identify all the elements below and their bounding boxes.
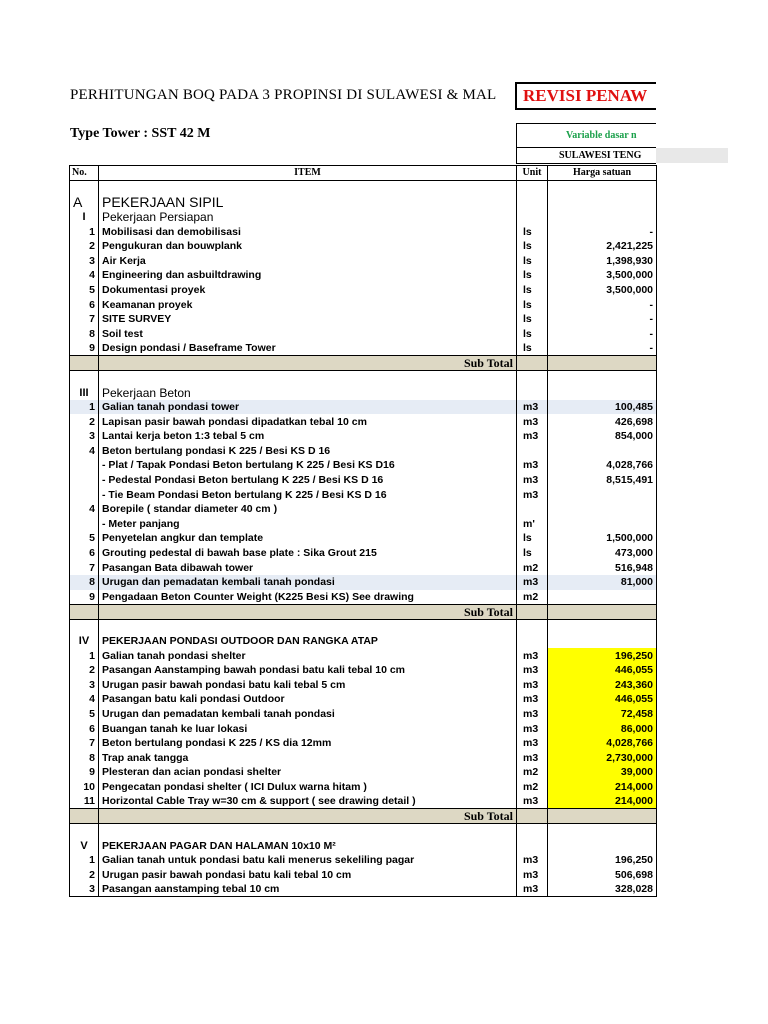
boq-table	[69, 165, 657, 897]
col-header-unit: Unit	[517, 166, 548, 181]
row-number: 4	[70, 502, 99, 517]
row-number: 2	[70, 239, 99, 254]
table-row	[70, 341, 657, 356]
table-row	[70, 429, 657, 444]
row-unit: ls	[517, 224, 548, 239]
table-row	[70, 707, 657, 722]
table-row	[70, 575, 657, 590]
row-unit: ls	[517, 268, 548, 283]
row-number	[70, 371, 99, 386]
row-number: 10	[70, 780, 99, 795]
table-row	[70, 648, 657, 663]
table-row	[70, 487, 657, 502]
section-row	[70, 838, 657, 853]
row-price	[548, 356, 657, 371]
row-item: Grouting pedestal di bawah base plate : Sika Grout 215	[99, 546, 517, 561]
row-item: Horizontal Cable Tray w=30 cm & support ( see drawing detail )	[99, 794, 517, 809]
row-unit: m3	[517, 458, 548, 473]
blank-row	[70, 181, 657, 196]
blank-row	[70, 824, 657, 839]
row-item: Pasangan aanstamping tebal 10 cm	[99, 882, 517, 897]
row-unit	[517, 809, 548, 824]
row-price: 1,500,000	[548, 531, 657, 546]
row-number: 1	[70, 648, 99, 663]
row-unit	[517, 824, 548, 839]
row-number: 2	[70, 414, 99, 429]
table-row	[70, 239, 657, 254]
row-number: 1	[70, 224, 99, 239]
row-number: 1	[70, 400, 99, 415]
row-price	[548, 604, 657, 619]
table-header-row	[70, 166, 657, 181]
subtotal-row	[70, 356, 657, 371]
row-number: 4	[70, 444, 99, 459]
row-item: Pasangan Aanstamping bawah pondasi batu kali tebal 10 cm	[99, 663, 517, 678]
row-number	[70, 809, 99, 824]
row-number: 4	[70, 692, 99, 707]
row-price	[548, 634, 657, 649]
table-row	[70, 473, 657, 488]
row-item: Design pondasi / Baseframe Tower	[99, 341, 517, 356]
row-number	[70, 473, 99, 488]
row-item: Buangan tanah ke luar lokasi	[99, 721, 517, 736]
row-item: Pengadaan Beton Counter Weight (K225 Besi KS) See drawing	[99, 590, 517, 605]
col-header-no: No.	[70, 166, 99, 181]
table-row	[70, 458, 657, 473]
table-row	[70, 794, 657, 809]
row-price: 473,000	[548, 546, 657, 561]
row-item: Galian tanah pondasi tower	[99, 400, 517, 415]
row-number: 2	[70, 663, 99, 678]
row-unit: ls	[517, 253, 548, 268]
row-unit: m3	[517, 414, 548, 429]
table-row	[70, 678, 657, 693]
row-unit: m3	[517, 853, 548, 868]
row-number: V	[70, 838, 99, 853]
row-number	[70, 458, 99, 473]
row-price: 1,398,930	[548, 253, 657, 268]
table-row	[70, 765, 657, 780]
row-price: 3,500,000	[548, 283, 657, 298]
table-row	[70, 517, 657, 532]
table-row	[70, 283, 657, 298]
table-row	[70, 268, 657, 283]
row-item: Urugan dan pemadatan kembali tanah pondasi	[99, 575, 517, 590]
row-item: Beton bertulang pondasi K 225 / Besi KS D 16	[99, 444, 517, 459]
row-price: 2,730,000	[548, 750, 657, 765]
row-unit	[517, 604, 548, 619]
row-unit: m3	[517, 736, 548, 751]
row-price	[548, 824, 657, 839]
table-row	[70, 502, 657, 517]
row-item: Dokumentasi proyek	[99, 283, 517, 298]
row-price: -	[548, 297, 657, 312]
row-unit: m3	[517, 750, 548, 765]
row-item	[99, 181, 517, 196]
row-unit: m2	[517, 590, 548, 605]
row-unit	[517, 444, 548, 459]
row-price: -	[548, 326, 657, 341]
row-item: Soil test	[99, 326, 517, 341]
row-number: 4	[70, 268, 99, 283]
table-row	[70, 400, 657, 415]
row-price: 426,698	[548, 414, 657, 429]
row-item: - Plat / Tapak Pondasi Beton bertulang K 225 / Besi KS D16	[99, 458, 517, 473]
row-item: Sub Total	[99, 604, 517, 619]
table-row	[70, 780, 657, 795]
subtotal-row	[70, 809, 657, 824]
row-item: SITE SURVEY	[99, 312, 517, 327]
table-row	[70, 297, 657, 312]
blank-row	[70, 619, 657, 634]
row-price: 506,698	[548, 868, 657, 883]
row-price	[548, 517, 657, 532]
row-unit: m3	[517, 721, 548, 736]
row-price	[548, 181, 657, 196]
row-price: 100,485	[548, 400, 657, 415]
row-unit: m3	[517, 692, 548, 707]
row-price: 4,028,766	[548, 736, 657, 751]
row-price: 8,515,491	[548, 473, 657, 488]
row-number: 7	[70, 736, 99, 751]
row-price: 214,000	[548, 780, 657, 795]
row-price	[548, 502, 657, 517]
row-unit: m3	[517, 707, 548, 722]
table-row	[70, 750, 657, 765]
section-row	[70, 210, 657, 225]
revisi-label: REVISI PENAW	[523, 86, 648, 105]
row-number: IV	[70, 634, 99, 649]
row-number	[70, 487, 99, 502]
row-unit: m3	[517, 868, 548, 883]
row-item: Lapisan pasir bawah pondasi dipadatkan tebal 10 cm	[99, 414, 517, 429]
row-unit: ls	[517, 239, 548, 254]
row-unit	[517, 210, 548, 225]
row-item: Engineering dan asbuiltdrawing	[99, 268, 517, 283]
row-item: Urugan dan pemadatan kembali tanah pondasi	[99, 707, 517, 722]
row-price	[548, 590, 657, 605]
row-unit	[517, 502, 548, 517]
table-row	[70, 326, 657, 341]
row-item: Plesteran dan acian pondasi shelter	[99, 765, 517, 780]
row-price: 854,000	[548, 429, 657, 444]
row-number	[70, 604, 99, 619]
row-number: 9	[70, 590, 99, 605]
row-unit: m3	[517, 400, 548, 415]
row-number: III	[70, 385, 99, 400]
col-header-item: ITEM	[99, 166, 517, 181]
row-item: Beton bertulang pondasi K 225 / KS dia 12mm	[99, 736, 517, 751]
row-number: 8	[70, 326, 99, 341]
row-unit: ls	[517, 283, 548, 298]
row-number: 6	[70, 721, 99, 736]
row-number: 3	[70, 253, 99, 268]
row-number: 5	[70, 531, 99, 546]
row-price: 39,000	[548, 765, 657, 780]
row-price: 446,055	[548, 692, 657, 707]
row-item: Urugan pasir bawah pondasi batu kali tebal 5 cm	[99, 678, 517, 693]
row-price: -	[548, 312, 657, 327]
row-number: 7	[70, 560, 99, 575]
row-unit: m3	[517, 648, 548, 663]
row-unit	[517, 385, 548, 400]
type-tower-label: Type Tower : SST 42 M	[70, 126, 211, 141]
row-number: 8	[70, 750, 99, 765]
variable-label: Variable dasar n	[566, 130, 637, 141]
table-row	[70, 692, 657, 707]
row-price	[548, 809, 657, 824]
blank-row	[70, 371, 657, 386]
row-unit: m2	[517, 560, 548, 575]
section-row	[70, 195, 657, 210]
row-item	[99, 824, 517, 839]
row-unit: m2	[517, 765, 548, 780]
row-price: 2,421,225	[548, 239, 657, 254]
row-item: - Pedestal Pondasi Beton bertulang K 225 / Besi KS D 16	[99, 473, 517, 488]
row-number	[70, 824, 99, 839]
table-row	[70, 312, 657, 327]
row-price	[548, 838, 657, 853]
row-number: 11	[70, 794, 99, 809]
row-price: 243,360	[548, 678, 657, 693]
row-item: Pengecatan pondasi shelter ( ICI Dulux warna hitam )	[99, 780, 517, 795]
revisi-box	[515, 82, 656, 110]
row-unit: m3	[517, 663, 548, 678]
row-item: Pekerjaan Persiapan	[99, 210, 517, 225]
row-number: 2	[70, 868, 99, 883]
row-item: Borepile ( standar diameter 40 cm )	[99, 502, 517, 517]
row-unit: m3	[517, 794, 548, 809]
row-unit: ls	[517, 312, 548, 327]
row-item: Trap anak tangga	[99, 750, 517, 765]
row-item: Pekerjaan Beton	[99, 385, 517, 400]
row-unit: m2	[517, 780, 548, 795]
region-box	[516, 147, 656, 164]
row-number: 6	[70, 546, 99, 561]
section-row	[70, 385, 657, 400]
row-price: 81,000	[548, 575, 657, 590]
table-row	[70, 853, 657, 868]
row-price	[548, 385, 657, 400]
row-price: 196,250	[548, 853, 657, 868]
row-number: 5	[70, 707, 99, 722]
row-number	[70, 356, 99, 371]
document-title: PERHITUNGAN BOQ PADA 3 PROPINSI DI SULAWESI & MAL	[70, 87, 497, 103]
row-number: 9	[70, 765, 99, 780]
row-item: Pengukuran dan bouwplank	[99, 239, 517, 254]
row-number	[70, 181, 99, 196]
row-unit	[517, 371, 548, 386]
row-number: 6	[70, 297, 99, 312]
row-item: Sub Total	[99, 809, 517, 824]
row-number: 3	[70, 882, 99, 897]
row-number: 3	[70, 678, 99, 693]
table-row	[70, 444, 657, 459]
row-unit	[517, 181, 548, 196]
table-row	[70, 414, 657, 429]
row-price: 4,028,766	[548, 458, 657, 473]
row-price	[548, 487, 657, 502]
row-item: Air Kerja	[99, 253, 517, 268]
row-number: 7	[70, 312, 99, 327]
table-row	[70, 590, 657, 605]
region-gray-band	[656, 148, 728, 163]
row-price: 446,055	[548, 663, 657, 678]
table-row	[70, 868, 657, 883]
row-item: Pasangan batu kali pondasi Outdoor	[99, 692, 517, 707]
row-number: 8	[70, 575, 99, 590]
row-item: - Meter panjang	[99, 517, 517, 532]
table-row	[70, 560, 657, 575]
row-price: 516,948	[548, 560, 657, 575]
row-item: Keamanan proyek	[99, 297, 517, 312]
row-unit: ls	[517, 341, 548, 356]
row-unit: m3	[517, 575, 548, 590]
row-item: Pasangan Bata dibawah tower	[99, 560, 517, 575]
row-price	[548, 210, 657, 225]
row-item: PEKERJAAN PONDASI OUTDOOR DAN RANGKA ATAP	[99, 634, 517, 649]
table-row	[70, 531, 657, 546]
row-item: PEKERJAAN SIPIL	[99, 195, 517, 210]
row-number	[70, 619, 99, 634]
boq-table-body	[70, 166, 657, 897]
row-number	[70, 517, 99, 532]
row-item	[99, 371, 517, 386]
row-unit: ls	[517, 546, 548, 561]
row-unit: m3	[517, 882, 548, 897]
row-unit: m3	[517, 429, 548, 444]
row-item: Galian tanah pondasi shelter	[99, 648, 517, 663]
row-item: Galian tanah untuk pondasi batu kali menerus sekeliling pagar	[99, 853, 517, 868]
col-header-price: Harga satuan	[548, 166, 657, 181]
row-unit	[517, 634, 548, 649]
row-item: PEKERJAAN PAGAR DAN HALAMAN 10x10 M²	[99, 838, 517, 853]
row-price: 196,250	[548, 648, 657, 663]
row-price	[548, 444, 657, 459]
row-unit: ls	[517, 297, 548, 312]
row-number: 3	[70, 429, 99, 444]
table-row	[70, 224, 657, 239]
row-unit: ls	[517, 531, 548, 546]
region-label: SULAWESI TENG	[559, 150, 642, 161]
subtotal-row	[70, 604, 657, 619]
row-item: - Tie Beam Pondasi Beton bertulang K 225 / Besi KS D 16	[99, 487, 517, 502]
row-number: 5	[70, 283, 99, 298]
row-number: I	[70, 210, 99, 225]
row-price	[548, 371, 657, 386]
row-unit	[517, 838, 548, 853]
row-item: Urugan pasir bawah pondasi batu kali tebal 10 cm	[99, 868, 517, 883]
row-item: Sub Total	[99, 356, 517, 371]
section-row	[70, 634, 657, 649]
row-unit	[517, 619, 548, 634]
row-number: 1	[70, 853, 99, 868]
row-price	[548, 195, 657, 210]
row-unit: m'	[517, 517, 548, 532]
table-row	[70, 663, 657, 678]
row-unit: ls	[517, 326, 548, 341]
table-row	[70, 253, 657, 268]
row-unit	[517, 356, 548, 371]
row-price: 3,500,000	[548, 268, 657, 283]
row-price: 86,000	[548, 721, 657, 736]
row-item	[99, 619, 517, 634]
row-unit: m3	[517, 473, 548, 488]
row-price: 328,028	[548, 882, 657, 897]
row-price	[548, 619, 657, 634]
row-price: 214,000	[548, 794, 657, 809]
row-number: 9	[70, 341, 99, 356]
row-item: Penyetelan angkur dan template	[99, 531, 517, 546]
row-unit: m3	[517, 487, 548, 502]
table-row	[70, 736, 657, 751]
table-row	[70, 882, 657, 897]
table-row	[70, 546, 657, 561]
row-price: 72,458	[548, 707, 657, 722]
row-price: -	[548, 341, 657, 356]
row-unit	[517, 195, 548, 210]
row-item: Lantai kerja beton 1:3 tebal 5 cm	[99, 429, 517, 444]
row-price: -	[548, 224, 657, 239]
row-unit: m3	[517, 678, 548, 693]
row-item: Mobilisasi dan demobilisasi	[99, 224, 517, 239]
row-number: A	[70, 195, 99, 210]
table-row	[70, 721, 657, 736]
